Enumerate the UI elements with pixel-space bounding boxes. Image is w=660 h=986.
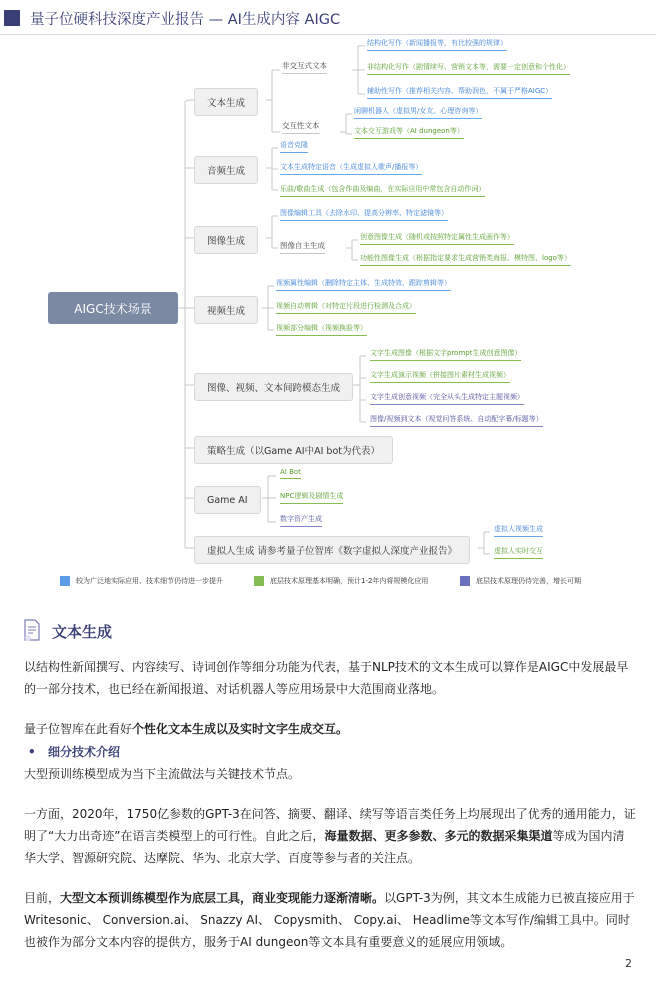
leaf-functional-image: 功能性图像生成（根据指定要求生成营销类海报、模特图、logo等） [360,253,571,266]
legend-swatch-green [254,576,264,586]
leaf-digital-assets: 数字资产生成 [280,514,322,527]
leaf-voice-clone: 语音克隆 [280,140,308,153]
gpt3-emphasis: 海量数据、更多参数、多元的数据采集渠道 [324,829,553,843]
leaf-text-to-speech: 文本生成特定语音（生成虚拟人歌声/播报等） [280,162,422,175]
leaf-image-video-to-text: 图像/视频到文本（视觉问答系统、自动配字幕/标题等） [370,414,543,427]
leaf-text-to-creative-video: 文字生成创意视频（完全从头生成特定主题视频） [370,392,524,405]
paragraph-commercial [24,887,636,953]
sub-non-interactive-text: 非交互式文本 [282,60,327,74]
leaf-structured-writing: 结构化写作（新闻播报等，有比较强的规律） [367,38,507,51]
paragraph-outlook [24,718,636,740]
legend-swatch-blue [60,576,70,586]
section-title: 文本生成 [52,623,113,641]
commercial-text-a: 目前， [24,891,61,905]
mindmap-root: AIGC技术场景 [48,292,178,324]
leaf-video-partial-edit: 视频部分编辑（视频换脸等） [276,323,367,336]
header-accent-block [4,10,20,26]
leaf-video-auto-cut: 视频自动剪辑（对特定片段进行检测及合成） [276,301,416,314]
header-divider [0,34,656,35]
branch-video-generation: 视频生成 [194,296,258,324]
subsection-title: 细分技术介绍 [48,745,121,759]
paragraph-gpt3 [24,803,636,869]
report-header [0,0,660,36]
leaf-text-to-demo-video: 文字生成演示视频（拼接图片素材生成视频） [370,370,510,383]
leaf-virtual-human-interaction: 虚拟人实时交互 [494,546,543,559]
leaf-npc-logic: NPC逻辑及剧情生成 [280,491,343,504]
outlook-text: 量子位智库在此看好 [24,722,133,736]
branch-audio-generation: 音频生成 [194,156,258,184]
paragraph-pretrain: 大型预训练模型成为当下主流做法与关键技术节点。 [24,767,301,781]
branch-strategy-generation: 策略生成（以Game AI中AI bot为代表） [194,436,393,464]
legend-label-purple: 底层技术原理仍待完善，增长可期 [476,577,581,585]
subsection-bullet: • 细分技术介绍 [28,745,121,759]
leaf-video-attribute-edit: 视频属性编辑（删除特定主体、生成特效、跟踪剪辑等） [276,278,451,291]
leaf-unstructured-writing: 非结构化写作（剧情续写、营销文本等，需要一定创意和个性化） [367,62,570,75]
legend-swatch-purple [460,576,470,586]
outlook-emphasis: 个性化文本生成以及实时文字生成交互。 [132,722,349,736]
aigc-mindmap [0,36,660,586]
report-title: 量子位硬科技深度产业报告 — AI生成内容 AIGC [30,12,341,28]
leaf-virtual-human-video: 虚拟人视频生成 [494,524,543,537]
sub-interactive-text: 交互性文本 [282,120,320,134]
branch-virtual-human: 虚拟人生成 请参考量子位智库《数字虚拟人深度产业报告》 [194,536,470,564]
gpt3-text-a: 一方面，2020年，1750亿参数的GPT-3在问答、摘要、翻译、续写等语言类任务上均展现出了优秀的通用能力，证明了“大力出奇迹”在语言类模型上的可行性。自此之后， [24,807,636,843]
leaf-music-generation: 乐曲/歌曲生成（包含作曲及编曲，在实际应用中常包含自动作词） [280,184,485,197]
leaf-text-game: 文本交互游戏等（AI dungeon等） [354,126,464,139]
commercial-text-b: 以GPT-3为例，其文本生成能力已被直接应用于Writesonic、 Conversion.ai、 Snazzy AI、 Copysmith、 Copy.ai、 Headlime等文本写作/编辑工具中。同时也被作为部分文本内容的提供方，服务于AI dungeon等文本具有重要意义的延展应用领域。 [24,891,635,949]
branch-game-ai: Game AI [194,486,261,514]
commercial-emphasis: 大型文本预训练模型作为底层工具，商业变现能力逐渐清晰。 [60,891,385,905]
leaf-image-editing: 图像编辑工具（去除水印、提高分辨率、特定滤镜等） [280,208,448,221]
branch-image-generation: 图像生成 [194,226,258,254]
leaf-chatbot: 闲聊机器人（虚拟男/女友、心理咨询等） [354,106,482,119]
sub-autonomous-image: 图像自主生成 [280,240,325,254]
gpt3-text-b: 等成为国内清华大学、智源研究院、达摩院、华为、北京大学、百度等参与者的关注点。 [24,829,625,865]
document-icon [22,618,42,642]
leaf-ai-bot: AI Bot [280,468,301,479]
leaf-text-to-image: 文字生成图像（根据文字prompt生成创意图像） [370,348,521,361]
branch-cross-modal-generation: 图像、视频、文本间跨模态生成 [194,373,353,401]
mindmap-legend [0,575,660,589]
branch-text-generation: 文本生成 [194,88,258,116]
page-number: 2 [625,957,632,970]
legend-label-blue: 较为广泛地实际应用、技术细节仍待进一步提升 [76,577,223,585]
paragraph-intro: 以结构性新闻撰写、内容续写、诗词创作等细分功能为代表，基于NLP技术的文本生成可以算作是AIGC中发展最早的一部分技术，也已经在新闻报道、对话机器人等应用场景中大范围商业落地。 [24,660,629,696]
legend-label-green: 底层技术原理基本明确，预计1-2年内将规模化应用 [270,577,429,585]
leaf-creative-image: 创意图像生成（随机或按照特定属性生成画作等） [360,232,514,245]
leaf-assistive-writing: 辅助性写作（推荐相关内容、帮助润色，不属于严格AIGC） [367,86,552,99]
